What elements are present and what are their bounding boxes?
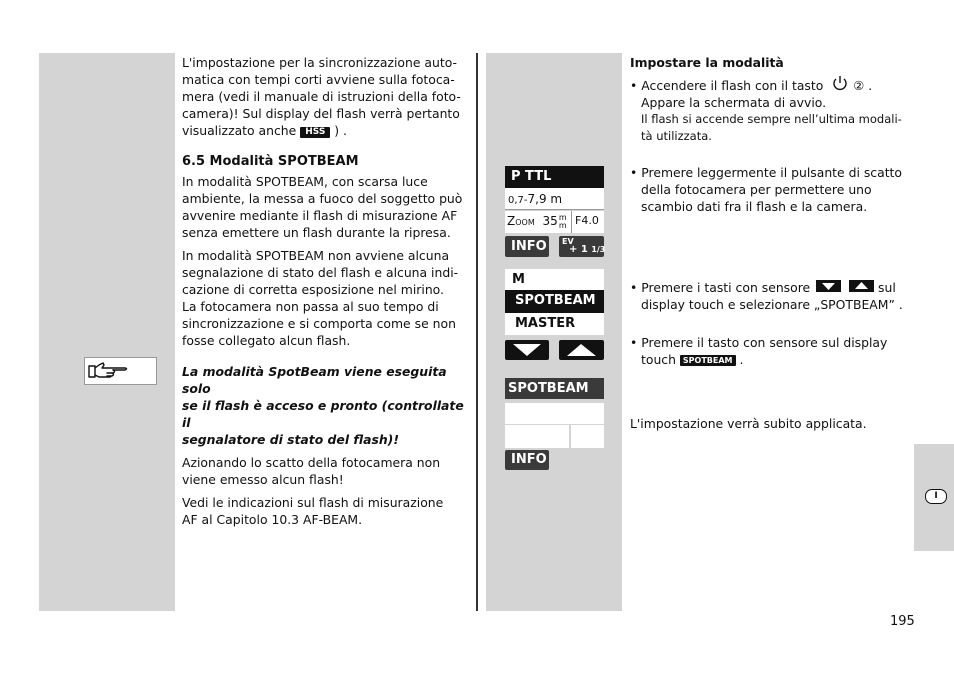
text-line: ambiente, la messa a fuoco del soggetto può [182, 191, 463, 206]
spotbeam-badge: SPOTBEAM [680, 355, 736, 366]
text-line: In modalità SPOTBEAM, con scarsa luce [182, 174, 428, 189]
text-line: La modalità SpotBeam viene eseguita solo [182, 364, 447, 396]
text-line: avvenire mediante il flash di misurazione AF [182, 208, 458, 223]
language-badge [925, 489, 947, 504]
text-line: display touch e selezionare „SPOTBEAM” . [641, 297, 903, 312]
spotbeam-status-paragraph [182, 247, 472, 349]
ev-value: + 1 [569, 244, 588, 255]
step2 [630, 164, 920, 215]
text-fragment: sul [878, 280, 896, 295]
text-line: fosse collegato alcun flash. [182, 333, 351, 348]
step4 [630, 334, 920, 368]
right-heading: Impostare la modalità [630, 55, 784, 70]
text-line [630, 279, 920, 296]
text-line [630, 351, 920, 368]
text-line: L'impostazione per la sincronizzazione auto- [182, 55, 458, 70]
text-fragment: . [868, 78, 873, 93]
down-sensor-key [816, 280, 841, 292]
column-divider [476, 53, 478, 611]
left-text-column [182, 54, 472, 534]
text-line: scambio dati fra il flash e la camera. [641, 199, 868, 214]
text-line: tà utilizzata. [641, 129, 712, 143]
section-title: 6.5 Modalità SPOTBEAM [182, 154, 359, 169]
text-fragment: touch [641, 352, 676, 367]
master-label: MASTER [515, 316, 576, 331]
text-fragment: • Premere i tasti con sensore [630, 280, 811, 295]
range-min: 0,7- [508, 195, 528, 206]
spotbeam-intro-paragraph [182, 173, 472, 241]
text-line: • Premere il tasto con sensore sul display [630, 335, 888, 350]
text-line: se il flash è acceso e pronto (controllate il [182, 398, 464, 430]
zoom-unit-top: m [558, 213, 567, 222]
text-fragment: • Accendere il flash con il tasto [630, 78, 824, 93]
text-line: In modalità SPOTBEAM non avviene alcuna [182, 248, 450, 263]
ev-button[interactable] [559, 236, 604, 257]
text-line: segnalatore di stato del flash)! [182, 432, 399, 447]
up-arrow-button[interactable] [559, 340, 604, 360]
text-line: camera)! Sul display del flash verrà pertanto [182, 106, 460, 121]
power-icon [831, 75, 849, 91]
spotbeam-blank-right [571, 425, 604, 448]
text-line: Vedi le indicazioni sul flash di misurazione [182, 495, 444, 510]
language-label: I [934, 491, 938, 501]
page-number: 195 [890, 614, 915, 629]
text-line: • Premere leggermente il pulsante di scatto [630, 165, 902, 180]
step1 [630, 75, 920, 145]
zoom-value: 35 [542, 214, 558, 228]
language-tab [914, 444, 954, 551]
text-fragment: visualizzato anche [182, 123, 297, 138]
range-box [505, 188, 604, 210]
hss-badge: HSS [300, 127, 330, 138]
spotbeam-blank-row [505, 403, 604, 424]
text-line: sincronizzazione e si comporta come se non [182, 316, 456, 331]
aperture-value: F4.0 [575, 214, 599, 227]
right-text-column [630, 54, 920, 145]
zoom-box [505, 211, 571, 233]
triangle-up-icon [559, 340, 604, 360]
af-beam-paragraph [182, 494, 472, 528]
text-line: mera (vedi il manuale di istruzioni della foto- [182, 89, 461, 104]
m-mode-box [505, 269, 604, 290]
zoom-unit-bottom: m [558, 221, 567, 230]
text-line: Il flash si accende sempre nell’ultima modali- [641, 112, 902, 126]
step3 [630, 279, 920, 313]
spotbeam-option[interactable]: SPOTBEAM [505, 290, 604, 313]
no-flash-paragraph [182, 454, 472, 488]
info-button-2[interactable]: INFO [505, 450, 549, 470]
spotbeam-title-bar: SPOTBEAM [505, 378, 604, 399]
m-label: M [512, 272, 525, 287]
triangle-down-icon [505, 340, 549, 360]
down-arrow-button[interactable] [505, 340, 549, 360]
info-button[interactable]: INFO [505, 236, 549, 257]
left-margin-column [39, 53, 175, 611]
text-line: AF al Capitolo 10.3 AF-BEAM. [182, 512, 363, 527]
text-line: Appare la schermata di avvio. [641, 95, 827, 110]
up-sensor-key [849, 280, 874, 292]
text-line: segnalazione di stato del flash e alcuna indi- [182, 265, 459, 280]
circled-two: ② [853, 78, 865, 93]
text-line: La fotocamera non passa al suo tempo di [182, 299, 439, 314]
aperture-box [571, 211, 604, 233]
text-fragment: . [739, 352, 744, 367]
text-line: senza emettere un flash durante la ripresa. [182, 225, 451, 240]
final-line: L'impostazione verrà subito applicata. [630, 416, 867, 431]
spotbeam-blank-left [505, 425, 569, 448]
text-fragment: ) . [334, 123, 347, 138]
text-line: cazione di corretta esposizione nel mirino. [182, 282, 444, 297]
ev-fraction: 1/3 [591, 245, 606, 254]
triangle-up-icon [849, 280, 874, 292]
master-option[interactable] [505, 313, 604, 335]
pointing-hand-icon [85, 358, 156, 384]
ev-label: EV [562, 237, 574, 246]
text-line [182, 122, 472, 139]
mode-bar: P TTL [505, 166, 604, 188]
zoom-label: Zoom [507, 214, 535, 228]
note-box [84, 357, 157, 385]
note-paragraph [182, 363, 472, 448]
text-line: della fotocamera per permettere uno [641, 182, 872, 197]
text-line: matica con tempi corti avviene sulla fotoca- [182, 72, 455, 87]
text-line: viene emesso alcun flash! [182, 472, 344, 487]
range-max: 7,9 m [527, 192, 563, 206]
triangle-down-icon [816, 280, 841, 292]
text-line: Azionando lo scatto della fotocamera non [182, 455, 441, 470]
hss-paragraph [182, 54, 472, 139]
